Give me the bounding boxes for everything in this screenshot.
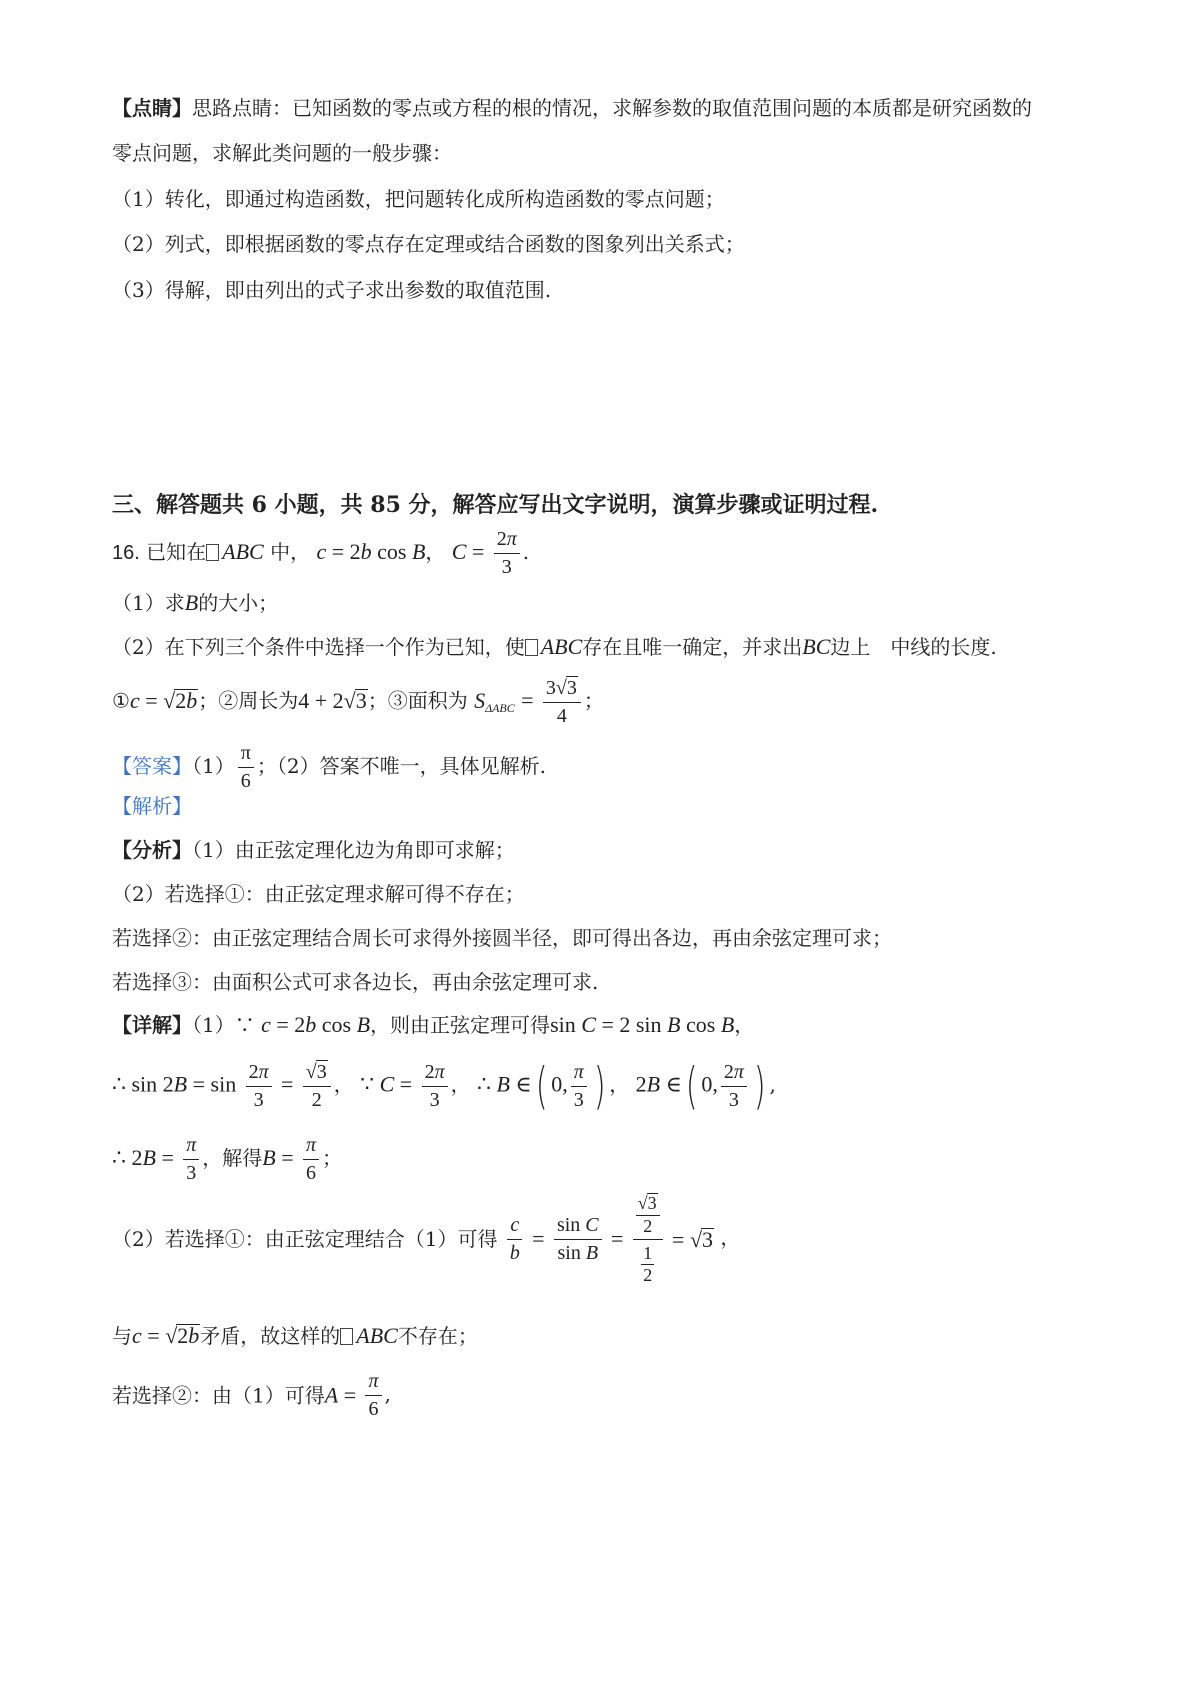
answer-label: 【答案】 (112, 754, 192, 778)
eq-a: A = (324, 1382, 357, 1408)
fenxi-line-4: 若选择③：由面积公式可求各边长，再由余弦定理可求. (112, 970, 599, 994)
conditions: ①c = √2b；②周长为4 + 2√3；③面积为 SΔABC = $\frac{3√3}{4}$ ； (112, 677, 604, 727)
triangle-symbol-2 (525, 639, 538, 656)
question-2 (112, 636, 997, 658)
triangle-symbol (206, 544, 219, 561)
section-title: 三、解答题共 6 小题，共 85 分，解答应写出文字说明，演算步骤或证明过程. (112, 492, 879, 518)
hint-step-2: （2）列式，即根据函数的零点存在定理或结合函数的图象列出关系式； (112, 232, 745, 256)
frac-sqrt3-2: $\frac{√3}{2}$ (303, 1060, 331, 1112)
area-frac: $\frac{3√3}{4}$ (543, 676, 581, 728)
fenxi-line-2: （2）若选择①：由正弦定理求解可得不存在； (112, 882, 525, 906)
detail-text-5a: 与 (112, 1324, 132, 1348)
q2-text-b: 存在且唯一确定，并求出 (582, 635, 803, 659)
frac-pi-6: $\frac{\pi}{6}$ (303, 1134, 319, 1185)
frac-sinc-sinb: $\frac{\text{sin C}}{\text{sin B}}$ (554, 1214, 602, 1265)
detail-text-4: （2）若选择①：由正弦定理结合（1）可得 (112, 1227, 498, 1252)
detail-label: 【详解】 (112, 1013, 192, 1037)
hint-line-1 (112, 98, 1032, 118)
triangle-symbol-3 (340, 1328, 353, 1345)
detail-eq-1: c = 2b cos B (261, 1012, 371, 1037)
question-1 (112, 592, 278, 614)
hint-step-1: （1）转化，即通过构造函数，把问题转化成所构造函数的零点问题； (112, 187, 725, 211)
detail-line-6: 若选择②：由（1）可得A = $\frac{\pi}{6}$ , (112, 1370, 391, 1420)
detail-line-3: ∴ 2B = $\frac{\pi}{3}$ ，解得B = $\frac{\pi}{6}$ ； (112, 1134, 343, 1184)
problem-number: 16. (112, 542, 140, 564)
fenxi-text-1: （1）由正弦定理化边为角即可求解； (192, 838, 515, 862)
eq-2b: ∴ 2B = (112, 1145, 174, 1170)
cond-1-mark: ① (112, 688, 130, 713)
answer-line (112, 742, 546, 793)
detail-text-1c: ， (734, 1013, 755, 1037)
frac-c-b: $\frac{c}{b}$ (507, 1214, 523, 1265)
given-frac-2pi-3: $\frac{2\pi}{3}$ (494, 528, 520, 579)
q1-var: B (184, 590, 199, 615)
hint-line-2: 零点问题，求解此类问题的一般步骤： (112, 141, 452, 165)
problem-statement: 16. 已知在 ABC 中， c = 2b cos B， C = $\frac{2\pi}{3}$ . (112, 528, 530, 578)
eq-c-sqrt2b: c = √2b (132, 1323, 200, 1348)
detail-text-5c: 不存在； (397, 1324, 478, 1348)
triangle-name-2: ABC (540, 634, 583, 659)
triangle-name: ABC (222, 539, 264, 564)
problem-zhong: 中， (270, 540, 311, 564)
hint-text-1: 思路点睛：已知函数的零点或方程的根的情况，求解参数的取值范围问题的本质都是研究函数的 (192, 96, 1032, 120)
detail-text-5b: 矛盾，故这样的 (200, 1324, 341, 1348)
answer-part-1: （1） (192, 754, 235, 778)
problem-intro: 已知在 (146, 540, 207, 564)
detail-line-4: （2）若选择①：由正弦定理结合（1）可得 $\frac{c}{b}$ = $\frac{\text{sin C}}{\text{sin B}}$ = $\frac{\frac{√3}{2}}{\frac{1}{2}}$ = √3 ， (112, 1193, 741, 1286)
frac-2pi-3-a: $\frac{2\pi}{3}$ (246, 1061, 272, 1112)
cond-end: ； (583, 688, 604, 713)
eq-b: B = (262, 1145, 294, 1170)
cond-2-val: 4 + 2√3 (298, 687, 367, 713)
frac-2pi-3-b: $\frac{2\pi}{3}$ (422, 1061, 448, 1112)
area-symbol: SΔABC (474, 687, 515, 715)
q1-end: 的大小； (198, 591, 279, 615)
fenxi-line-3: 若选择②：由正弦定理结合周长可求得外接圆半径，即可得出各边，再由余弦定理可求； (112, 926, 892, 950)
detail-line-5 (112, 1324, 478, 1347)
detail-text-1b: ，则由正弦定理可得 (370, 1013, 551, 1037)
analysis-label: 【解析】 (112, 794, 192, 818)
detail-line-1 (112, 1014, 754, 1036)
detail-text-6: 若选择②：由（1）可得 (112, 1383, 325, 1408)
hint-label: 【点睛】 (112, 96, 192, 120)
2b-interval: 2B ∈ (635, 1071, 682, 1097)
frac-pi-6-b: $\frac{\pi}{6}$ (365, 1370, 381, 1421)
detail-eq-2: sin C = 2 sin B cos B (550, 1012, 735, 1037)
fenxi-line-1 (112, 840, 515, 860)
q1-text: （1）求 (112, 591, 185, 615)
cond-3-text: ；③面积为 (367, 688, 468, 713)
cond-2-text: ；②周长为 (198, 688, 299, 713)
q2-bc: BC (802, 634, 831, 659)
cond-1-eq: c = √2b (129, 687, 198, 713)
because-c: ∵ C = (360, 1071, 413, 1097)
detail-text-3: ，解得 (202, 1146, 263, 1170)
detail-text-1a: （1）∵ (192, 1013, 255, 1037)
q2-text-c: 边上 中线的长度. (830, 635, 997, 659)
b-interval: ∴ B ∈ (476, 1071, 532, 1097)
frac-compound: $\frac{\frac{√3}{2}}{\frac{1}{2}}$ (633, 1192, 663, 1286)
answer-part-2: ；（2）答案不唯一，具体见解析. (256, 754, 546, 778)
fenxi-label: 【分析】 (112, 838, 192, 862)
given-eq-2: C = (451, 539, 485, 564)
detail-eq-sin2b: ∴ sin 2B = sin (112, 1071, 237, 1097)
frac-pi-3-b: $\frac{\pi}{3}$ (183, 1134, 199, 1185)
triangle-name-3: ABC (356, 1323, 398, 1348)
hint-step-3: （3）得解，即由列出的式子求出参数的取值范围. (112, 278, 552, 302)
q2-text-a: （2）在下列三个条件中选择一个作为已知，使 (112, 635, 525, 659)
detail-line-2: ∴ sin 2B = sin $\frac{2\pi}{3}$ = $\frac{√3}{2}$ ， ∵ C = $\frac{2\pi}{3}$ ， ∴ B ∈( 0, $\frac{\pi}{3}$ ) ， 2B ∈( 0, $\frac{2\pi}{3}$ ) , (112, 1057, 776, 1115)
given-eq-1: c = 2b cos B (316, 539, 426, 564)
frac-pi-3-a: $\frac{\pi}{3}$ (571, 1061, 587, 1112)
answer-frac-pi-6: $\frac{\pi}{6}$ (238, 742, 254, 793)
frac-2pi-3-c: $\frac{2\pi}{3}$ (721, 1061, 747, 1112)
